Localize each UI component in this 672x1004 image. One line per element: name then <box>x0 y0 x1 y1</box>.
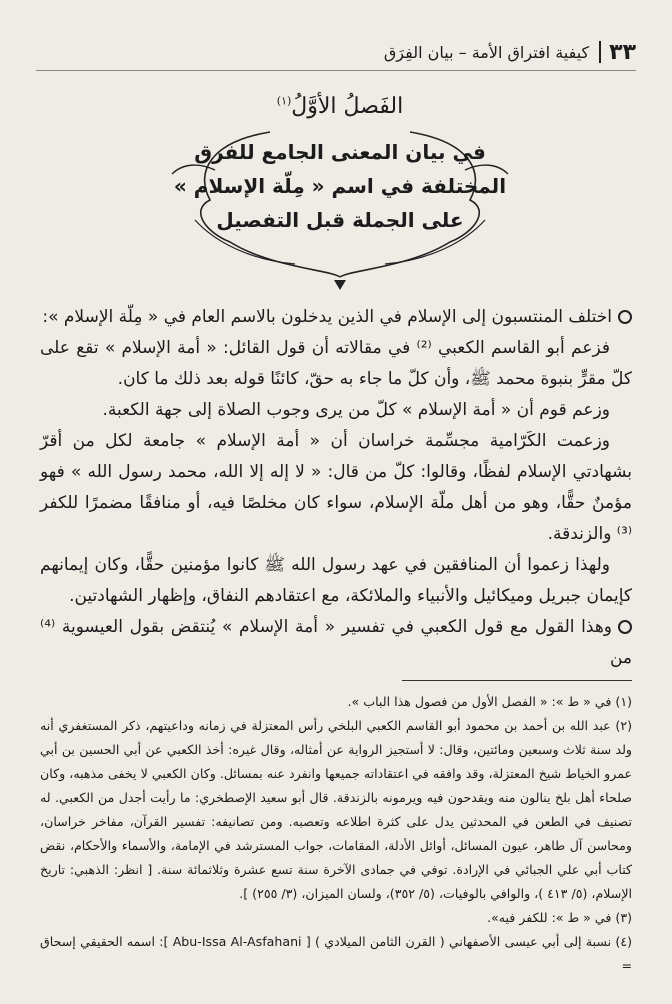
paragraph: وزعمت الكَرّامية مجسِّمة خراسان أن « أمة الإسلام » جامعة لكل من أقرّ بشهادتي الإسلام لفظًا، وقالوا: كلّ من قال: « لا إله إلا الله، محمد رسول الله » فهو مؤمنٌ حقًّا، وهو من أهل ملّة الإسلام، سواء كان مخلصًا فيه، أو منافقًا مضمرًا للكفر ⁽³⁾ والزندقة. <box>40 431 632 544</box>
footnote: (٣) في « ط »: للكفر فيه». <box>487 910 632 925</box>
chapter-subtitle-line-3: على الجملة قبل التفصيل <box>216 208 464 232</box>
header-rule <box>36 70 636 71</box>
main-text <box>40 302 632 674</box>
running-header <box>36 40 636 64</box>
circle-bullet-icon <box>618 620 632 634</box>
paragraph: وزعم قوم أن « أمة الإسلام » كلّ من يرى وجوب الصلاة إلى جهة الكعبة. <box>102 400 610 420</box>
running-title: كيفية افتراق الأمة – بيان الفِرَق <box>383 42 590 62</box>
footnote: (١) في « ط »: « الفصل الأول من فصول هذا الباب ». <box>347 694 632 709</box>
paragraph-text: اختلف المنتسبون إلى الإسلام في الذين يدخلون بالاسم العام في « مِلّة الإسلام »: <box>42 307 612 327</box>
chapter-subtitle-line-1: في بيان المعنى الجامع للفرق <box>194 140 486 164</box>
page-number: ٣٣ <box>609 39 636 65</box>
paragraph <box>40 612 632 674</box>
footnote: (٢) عبد الله بن أحمد بن محمود أبو القاسم الكعبي البلخي رأس المعتزلة في زمانه وداعيتهم، ذكر المستغفري أنه ولد سنة ثلاث وسبعين ومائتين، وقال: لا أستجيز الرواية عن أمثاله، وقال غيره: أخذ الكعبي عن أبي الحسين بن أبي عمرو الخياط شيخ المعتزلة، وقد وافقه في اعتقاداته جميعها وانفرد عنه بمسائل. وكان الكعبي لا يخفى مذهبه، وكان صلحاء أهل بلخ ينالون منه ويقدحون فيه ويرمونه بالزندقة. قال أبو سعيد الإصطخري: ما رأيت أجدل من الكعبي. له تصنيف في الطعن في المحدثين يدل على كثرة اطلاعه وتعصبه. ومن تصانيفه: تفسير القرآن، مفاخر خراسان، ومحاسن آل طاهر، عيون المسائل، أوائل الأدلة، المقامات، جواب المسترشد في الإمامة، والأسماء والأحكام، نقض كتاب أبي علي الجبائي في الإرادة. توفي في جمادى الآخرة سنة تسع عشرة وثلاثمائة سنة. [ انظر: الذهبي: تاريخ الإسلام، (٥/ ٤١٣ )، والوافي بالوفيات، (٥/ ٣٥٢)، ولسان الميزان، (٣/ ٢٥٥) ]. <box>40 718 632 901</box>
paragraph: فزعم أبو القاسم الكعبي ⁽²⁾ في مقالاته أن قول القائل: « أمة الإسلام » تقع على كلّ مقرٍّ بنبوة محمد ﷺ، وأن كلّ ما جاء به حقّ، كائنًا قوله بعد ذلك ما كان. <box>40 338 632 389</box>
chapter-title-text: الفَصلُ الأوَّلُ <box>291 94 404 119</box>
chapter-subtitle-line-2: المختلفة في اسم « مِلّة الإسلام » <box>173 174 507 198</box>
paragraph-text: وهذا القول مع قول الكعبي في تفسير « أمة الإسلام » يُنتقض بقول العيسوية ⁽⁴⁾ من <box>40 617 632 668</box>
chapter-title <box>120 94 560 119</box>
footnote: (٤) نسبة إلى أبي عيسى الأصفهاني ( القرن الثامن الميلادي ) [ Abu-Issa Al-Asfahani ]: اسمه الحقيقي إسحاق = <box>40 934 632 973</box>
footnote-rule <box>402 680 632 681</box>
header-separator <box>599 41 601 63</box>
footnotes <box>40 690 632 978</box>
circle-bullet-icon <box>618 310 632 324</box>
paragraph <box>40 302 632 333</box>
chapter-note-marker: (١) <box>276 94 292 108</box>
paragraph: ولهذا زعموا أن المنافقين في عهد رسول الله ﷺ كانوا مؤمنين حقًّا، وكان إيمانهم كإيمان جبريل وميكائيل والأنبياء والملائكة، مع اعتقادهم النفاق، وإظهار الشهادتين. <box>40 555 632 606</box>
chapter-heading <box>120 92 560 292</box>
